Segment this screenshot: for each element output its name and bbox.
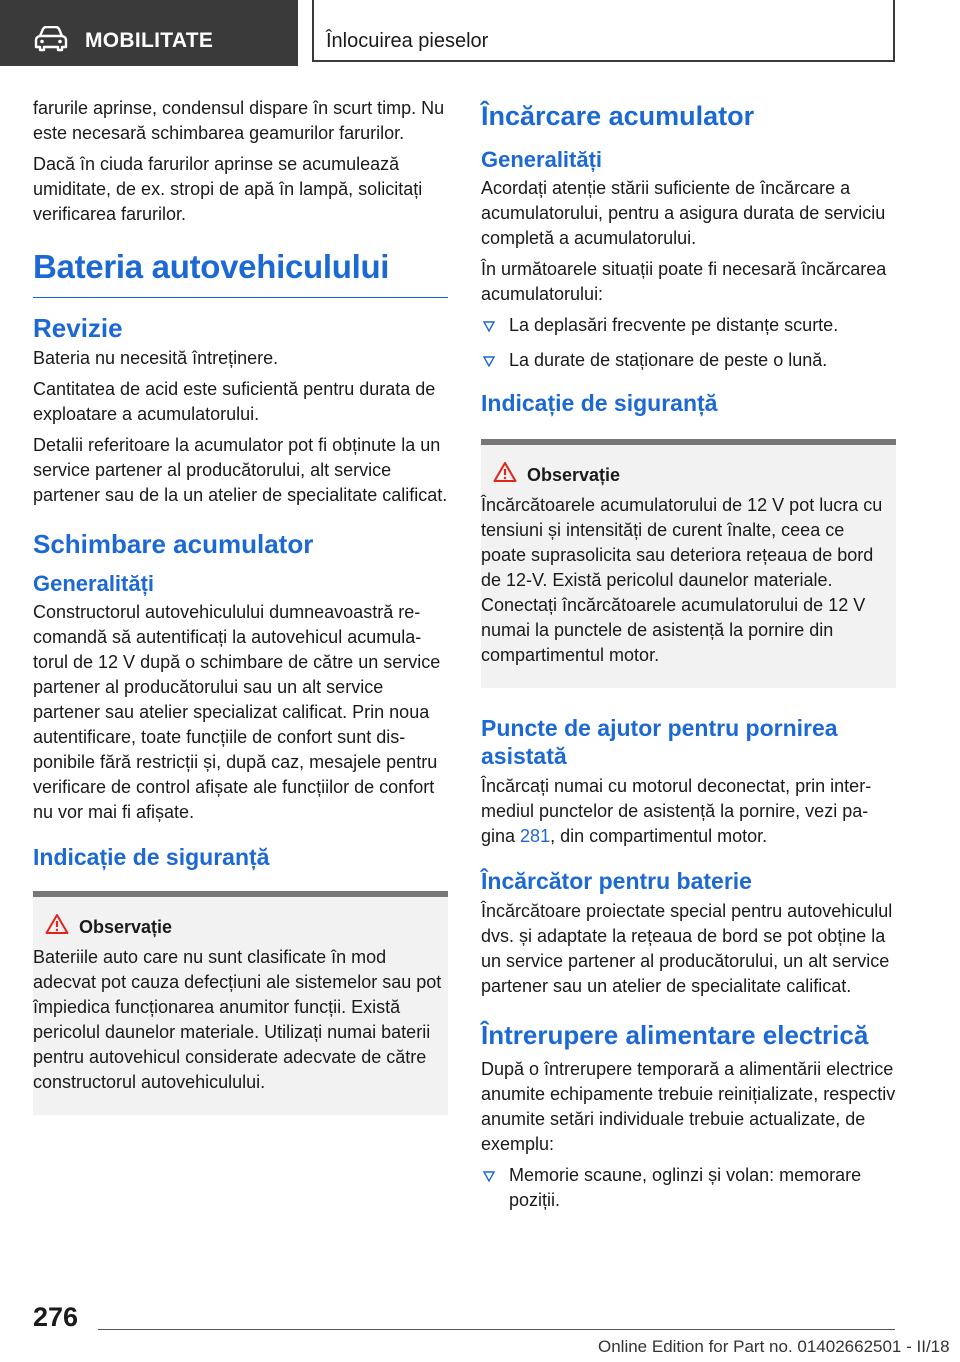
triangle-bullet-icon [483,321,495,332]
heading-jump-start: Puncte de ajutor pentru pornirea asistată [481,715,838,769]
note-text: Bateriile auto care nu sunt clasificate în mod adecvat pot cauza defecțiuni ale sistemelor sau pot împiedica funcționarea anumitor funcții. Există pericolul daunelor materiale. Utilizați numai baterii pentru autovehicul considerate adecvate de către constructorul autovehiculului. [33,947,442,1092]
paragraph: farurile aprinse, condensul dispare în scurt timp. Nu este necesară schimbarea geamurilor farurilor. [33,98,445,143]
paragraph: Cantitatea de acid este suficientă pentru durata de exploatare a acumulatorului. [33,379,436,424]
bullet-list [481,1163,896,1213]
paragraph: Detalii referitoare la acumulator pot fi obținute la un service partener al producătorului, alt service partener sau de la un atelier de specialitate calificat. [33,435,448,505]
section-tab [0,0,298,66]
heading-schimbare: Schimbare acumulator [33,529,314,559]
heading-revizie: Revizie [33,313,123,343]
chapter-box [312,0,895,62]
heading-charger: Încărcător pentru baterie [481,868,752,894]
triangle-bullet-icon [483,356,495,367]
paragraph: Dacă în ciuda farurilor aprinse se acumulează umiditate, de ex. stropi de apă în lampă, solicitați verificarea farurilor. [33,154,423,224]
warning-icon [493,461,517,483]
paragraph: După o întrerupere temporară a alimentării electrice anumite echipamente trebuie reinițializate, respectiv anumite setări individuale trebuie actualizate, de exemplu: [481,1059,896,1154]
note-title: Observație [79,915,442,939]
edition-note: Online Edition for Part no. 01402662501 - II/18 [598,1337,950,1356]
right-column [481,96,896,1223]
page-link[interactable]: 281 [520,826,551,846]
page-header [0,0,960,66]
paragraph: Acordați atenție stării suficiente de încărcare a acumulatorului, pentru a asigura durata de serviciu completă a acumulatorului. [481,178,886,248]
footer-rule [98,1329,895,1330]
heading-safety: Indicație de siguranță [481,390,718,416]
heading-rule [33,297,448,298]
car-icon [34,26,68,52]
warning-icon [45,913,69,935]
paragraph: Încărcătoare proiectate special pentru autovehiculul dvs. și adaptate la rețeaua de bord se pot obține la un service partener al producătorului, un alt service partener sau un atelier de specialitate calificat. [481,901,893,996]
note-text: Încărcătoarele acumulatorului de 12 V pot lucra cu tensiuni și intensități de curent înalte, ceea ce poate suprasolicita sau deteriora rețeaua de bord de 12-V. Există pericolul daunelor materiale. Conectați încărcătoarele acumulatorului de 12 V numai la punctele de asistență la pornire din compartimentul motor. [481,495,883,665]
list-item: La durate de staționare de peste o lună. [481,348,896,373]
page-number: 276 [33,1302,79,1332]
note-box [33,891,448,1115]
triangle-bullet-icon [483,1171,495,1182]
heading-generalitati: Generalități [481,147,603,172]
paragraph: Încărcați numai cu motorul deconectat, prin intermediul punctelor de asistență la pornire, vezi pagina 281, din compartimentul motor. [481,776,872,846]
paragraph: Bateria nu necesită întreținere. [33,348,279,368]
heading-charge: Încărcare acumulator [481,101,755,131]
chapter-title: Înlocuirea pieselor [326,30,489,52]
heading-safety: Indicație de siguranță [33,844,270,870]
heading-battery: Bateria autovehiculului [33,248,390,285]
list-item: La deplasări frecvente pe distanțe scurte. [481,313,896,338]
left-column [33,96,448,1127]
heading-power: Întrerupere alimentare electrică [481,1020,869,1050]
heading-generalitati: Generalități [33,571,155,596]
section-title: MOBILITATE [85,29,214,52]
note-box [481,439,896,688]
note-title: Observație [527,463,890,487]
paragraph: Constructorul autovehiculului dumneavoastră recomandă să autentificați la autovehicul acumulatorul de 12 V după o schimbare de către un service partener al producătorului sau un alt service partener sau atelier specializat calificat. Prin noua autentificare, toate funcțiile de confort sunt disponibile fără restricții și, după caz, mesajele pentru verificare de control afișate ale funcțiilor de confort nu vor mai fi afișate. [33,602,441,822]
paragraph: În următoarele situații poate fi necesară încărcarea acumulatorului: [481,259,887,304]
list-item: Memorie scaune, oglinzi și volan: memorare poziții. [481,1163,896,1213]
bullet-list [481,313,896,373]
